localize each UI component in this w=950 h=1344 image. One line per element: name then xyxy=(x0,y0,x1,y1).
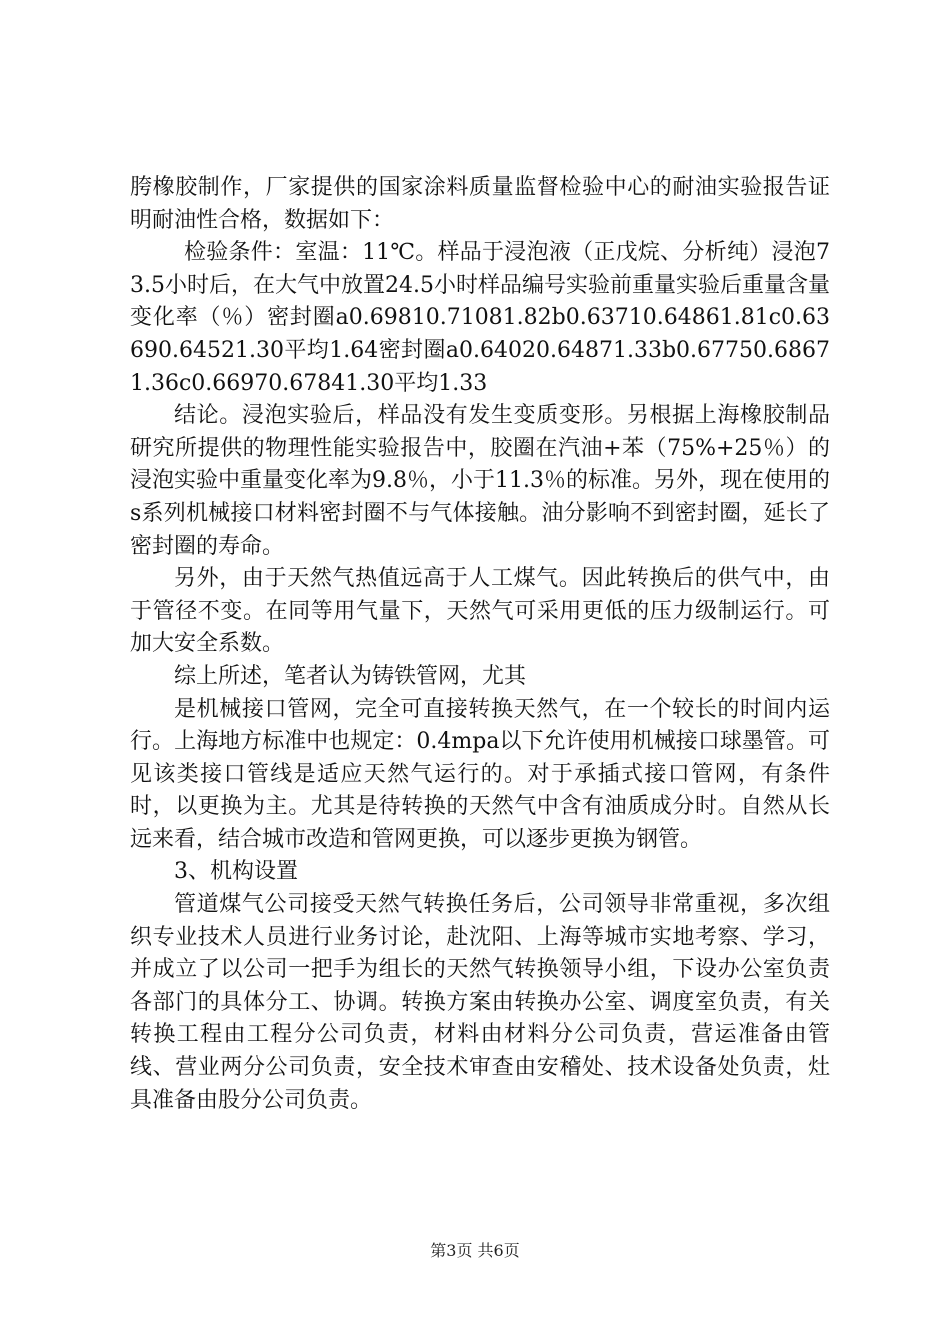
paragraph-test-conditions: 检验条件：室温：11℃。样品于浸泡液（正戊烷、分析纯）浸泡73.5小时后，在大气中放置24.5小时样品编号实验前重量实验后重量含量变化率（％）密封圈a0.69810.71081.82b0.63710.64861.81c0.63690.64521.30平均1.64密封圈a0.64020.64871.33b0.67750.68671.36c0.66970.67841.30平均1.33 xyxy=(130,240,830,396)
paragraph-organization: 管道煤气公司接受天然气转换任务后，公司领导非常重视，多次组织专业技术人员进行业务讨论，赴沈阳、上海等城市实地考察、学习，并成立了以公司一把手为组长的天然气转换领导小组，下设办公室负责各部门的具体分工、协调。转换方案由转换办公室、调度室负责，有关转换工程由工程分公司负责，材料由材料分公司负责，营运准备由管线、营业两分公司负责，安全技术审查由安稽处、技术设备处负责，灶具准备由股分公司负责。 xyxy=(130,892,830,1113)
page-number-footer: 第3页 共6页 xyxy=(430,1241,520,1260)
paragraph-summary-continued: 是机械接口管网，完全可直接转换天然气，在一个较长的时间内运行。上海地方标准中也规定：0.4mpa以下允许使用机械接口球墨管。可见该类接口管线是适应天然气运行的。对于承插式接口管网，有条件时，以更换为主。尤其是待转换的天然气中含有油质成分时。自然从长远来看，结合城市改造和管网更换，可以逐步更换为钢管。 xyxy=(130,696,830,852)
section-heading-organization: 3、机构设置 xyxy=(174,859,298,885)
paragraph-summary-start: 综上所述，笔者认为铸铁管网，尤其 xyxy=(174,663,527,689)
document-body xyxy=(130,172,830,1117)
paragraph-oil-resistance-intro: 胯橡胶制作，厂家提供的国家涂料质量监督检验中心的耐油实验报告证明耐油性合格，数据如下： xyxy=(130,175,830,233)
paragraph-heat-value: 另外，由于天然气热值远高于人工煤气。因此转换后的供气中，由于管径不变。在同等用气量下，天然气可采用更低的压力级制运行。可加大安全系数。 xyxy=(130,566,830,657)
paragraph-conclusion: 结论。浸泡实验后，样品没有发生变质变形。另根据上海橡胶制品研究所提供的物理性能实验报告中，胶圈在汽油+苯（75%+25％）的浸泡实验中重量变化率为9.8％，小于11.3％的标准。另外，现在使用的s系列机械接口材料密封圈不与气体接触。油分影响不到密封圈，延长了密封圈的寿命。 xyxy=(130,403,830,559)
